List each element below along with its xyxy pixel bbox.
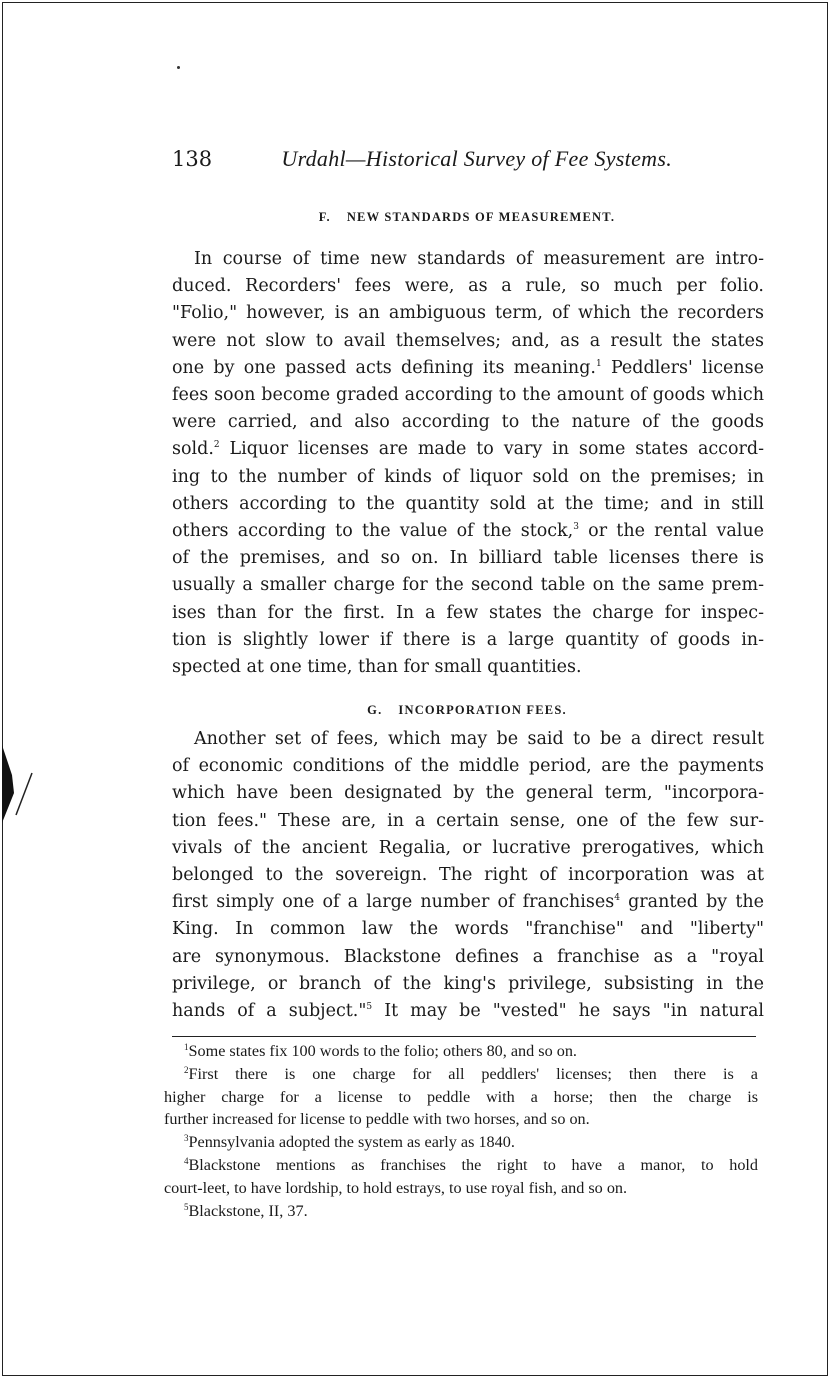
text-line: were carried, and also according to the nature of the goods [172,412,764,433]
text-line: spected at one time, than for small quantities. [172,657,582,678]
running-header [172,146,672,180]
footnote-1: $^1$Some states fix 100 words to the folio; others 80, and so on. [184,1042,577,1060]
page-number: 138 [172,147,213,171]
text-line: King. In common law the words "franchise" and "liberty" [172,919,764,940]
text-line: privilege, or branch of the king's privilege, subsisting in the [172,973,764,994]
footnote-ref: 2 [213,440,220,451]
section-g-letter: G. [367,703,383,717]
section-f-heading [172,210,762,225]
text-line: were not slow to avail themselves; and, as a result the states [172,330,764,351]
text-line: usually a smaller charge for the second table on the same prem- [172,575,764,596]
text-line: duced. Recorders' fees were, as a rule, so much per folio. [172,276,764,297]
text-line: belonged to the sovereign. The right of incorporation was at [172,865,764,886]
text-line: sold.$^2$ Liquor licenses are made to vary in some states accord- [172,439,764,460]
text-line: which have been designated by the general term, "incorpora- [172,783,764,804]
text-line: Another set of fees, which may be said to be a direct result [194,729,764,749]
section-g-title: INCORPORATION FEES. [398,703,567,717]
text-line: "Folio," however, is an ambiguous term, of which the recorders [172,303,764,324]
section-f-letter: F. [318,210,331,224]
margin-ink-mark [2,745,36,825]
footnote-ref: 4 [614,893,620,904]
text-line: of the premises, and so on. In billiard table licenses there is [172,548,764,569]
text-line: one by one passed acts defining its meaning.$^1$ Peddlers' license [172,357,764,378]
footnote-ref: 5 [366,1002,373,1013]
text-line: first simply one of a large number of franchises$^4$ granted by the [172,892,764,913]
footnote-2: $^2$First there is one charge for all peddlers' licenses; then there is a higher charge for a license to peddle with a horse; then the charge is further increased for license to peddle with two horses, and so on. [164,1064,758,1129]
section-f-title: NEW STANDARDS OF MEASUREMENT. [346,210,616,224]
section-g-paragraph [172,726,764,1025]
text-line: In course of time new standards of measurement are intro- [194,249,764,269]
footnote-5: $^5$Blackstone, II, 37. [184,1201,308,1220]
section-f-paragraph [172,246,764,681]
text-line: are synonymous. Blackstone defines a franchise as a "royal [172,946,764,967]
footnote-3: $^3$Pennsylvania adopted the system as early as 1840. [184,1133,515,1152]
ink-speck [177,66,180,69]
text-line: others according to the value of the stock,$^3$ or the rental value [172,521,764,542]
text-line: vivals of the ancient Regalia, or lucrative prerogatives, which [172,837,764,858]
section-g-heading [172,703,762,718]
text-line: ises than for the first. In a few states the charge for inspec- [172,602,764,623]
text-line: hands of a subject."$^5$ It may be "vested" he says "in natural [172,1001,764,1022]
text-line: of economic conditions of the middle period, are the payments [172,756,764,777]
text-line: others according to the quantity sold at the time; and in still [172,493,764,514]
footnote-4: $^4$Blackstone mentions as franchises the right to have a manor, to hold court-leet, to have lordship, to hold estrays, to use royal fish, and so on. [164,1155,758,1197]
footnotes [164,1040,758,1222]
running-title: Urdahl—Historical Survey of Fee Systems. [281,146,672,171]
footnote-ref: 1 [595,358,602,369]
footnote-rule [172,1036,756,1037]
footnote-ref: 3 [573,522,579,533]
text-line: tion fees." These are, in a certain sense, one of the few sur- [172,810,764,831]
text-line: ing to the number of kinds of liquor sold on the premises; in [172,466,764,487]
text-line: tion is slightly lower if there is a large quantity of goods in- [172,629,764,650]
text-line: fees soon become graded according to the amount of goods which [172,385,764,406]
